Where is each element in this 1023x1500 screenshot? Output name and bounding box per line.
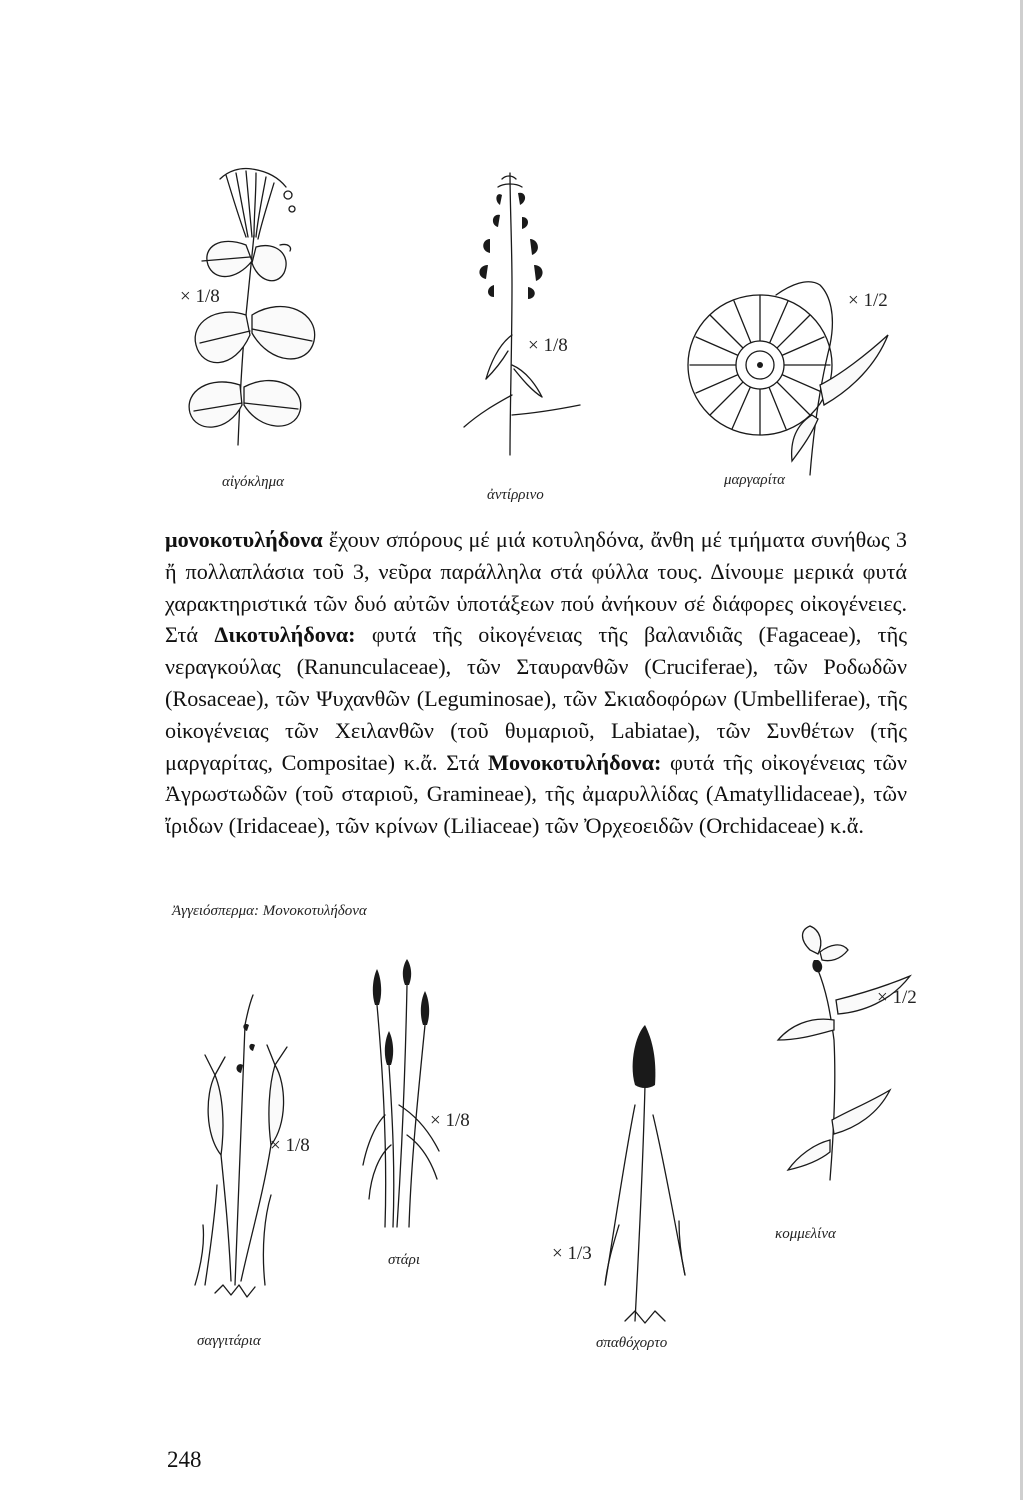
honeysuckle-label: αἰγόκλημα (222, 474, 284, 490)
page-number: 248 (167, 1447, 202, 1472)
daisy-scale: × 1/2 (848, 290, 888, 311)
commelina-illustration (770, 930, 920, 1190)
arrowhead-scale: × 1/8 (270, 1135, 310, 1156)
paragraph-text-2: φυτά τῆς οἰκογένειας τῆς βαλανιδιᾶς (Fagaceae), τῆς νεραγκούλας (Ranunculaceae), τῶν Σταυρανθῶν (Cruciferae), τῶν Ροδωδῶν (Rosaceae), τῶν Ψυχανθῶν (Leguminosae), τῶν Σκιαδοφόρων (Umbelliferae), τῆς οἰκογένειας τῶν Χειλανθῶν (τοῦ θυμαριοῦ, Labiatae), τῶν Συνθέτων (τῆς μαργαρίτας, Compositae) κ.ἄ. Στά (165, 622, 907, 775)
wheat-label: στάρι (388, 1252, 421, 1268)
snapdragon-scale: × 1/8 (528, 335, 568, 356)
commelina-label: κομμελίνα (775, 1226, 836, 1242)
sorghum-label: σπαθόχορτο (596, 1335, 668, 1351)
arrowhead-label: σαγγιτάρια (197, 1333, 261, 1349)
body-paragraph (165, 524, 907, 842)
term-monocotyledons-heading: Μονοκοτυλήδονα: (488, 749, 662, 775)
honeysuckle-illustration (180, 165, 330, 455)
paragraph-text-3: φυτά τῆς οἰκογένειας τῶν Ἀγρωστωδῶν (τοῦ σταριοῦ, Gramineae), τῆς ἀμαρυλλίδας (Amatyllidaceae), τῶν ἴριδων (Iridaceae), τῶν κρίνων (Liliaceae) τῶν Ὀρχεοειδῶν (Orchidaceae) κ.ἄ. (165, 749, 907, 839)
wheat-illustration (355, 965, 455, 1235)
commelina-scale: × 1/2 (877, 987, 917, 1008)
wheat-scale: × 1/8 (430, 1110, 470, 1131)
term-monocotyledons: μονοκοτυλήδονα (165, 527, 323, 552)
sorghum-scale: × 1/3 (552, 1243, 592, 1264)
snapdragon-illustration (450, 165, 590, 457)
sorghum-illustration (595, 1025, 705, 1325)
honeysuckle-scale: × 1/8 (180, 286, 220, 307)
snapdragon-label: ἀντίρρινο (487, 487, 544, 503)
term-dicotyledons: Δικοτυλήδονα: (214, 622, 356, 648)
section-caption: Ἀγγειόσπερμα: Μονοκοτυλήδονα (172, 903, 367, 919)
paragraph-text-1: ἔχουν σπόρους μέ μιά κοτυληδόνα, ἄνθη μέ τμήματα συνήθως 3 ἤ πολλαπλάσια τοῦ 3, νεῦρα παράλληλα στά φύλλα τους. Δίνουμε μερικά φυτά χαρακτηριστικά τῶν δυό αὐτῶν ὑποτάξεων πού ἀνήκουν σέ διάφορες οἰκογένειες. Στά (165, 527, 907, 648)
daisy-label: μαργαρίτα (724, 472, 785, 488)
